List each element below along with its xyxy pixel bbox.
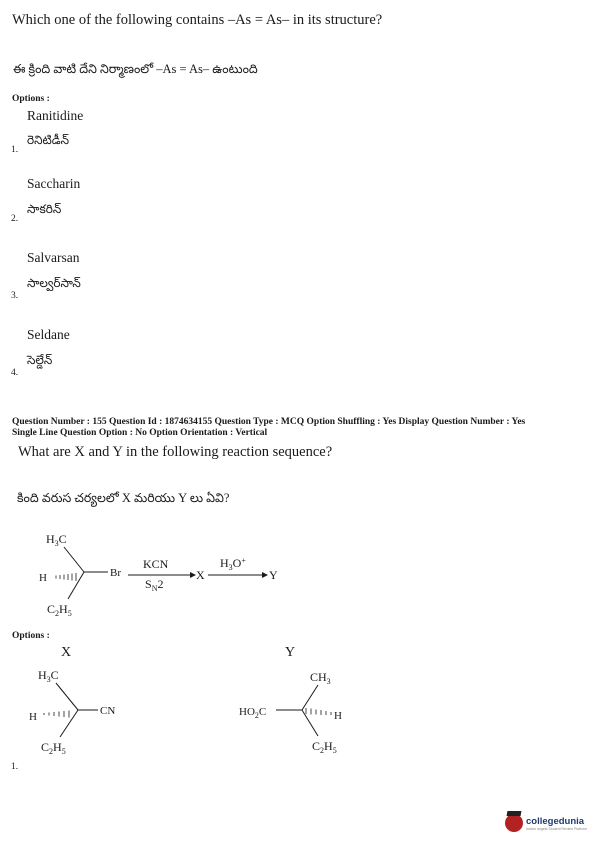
x-top-group: $H_3C$ [38,668,59,684]
option-1-number: 1. [11,145,19,155]
reactant-top-group: $H_3C$ [46,532,67,548]
reagent-2-top: $H_3O^+$ [220,556,246,572]
option-2-1-number: 1. [11,762,19,772]
x-bottom-group: $C_2H_5$ [41,740,66,756]
y-bottom-group: $C_2H_5$ [312,739,337,755]
x-top-bond [56,683,78,710]
y-top-bond [302,685,318,710]
reactant-bottom-group: $C_2H_5$ [47,602,72,618]
graduate-cap-icon [505,814,523,832]
option-1-english: Ranitidine [27,108,84,123]
question-2-english: What are X and Y in the following reaction sequence? [18,444,333,460]
y-hashed-bond [306,708,331,715]
question-1-english: Which one of the following contains –As = As– in its structure? [12,12,383,28]
option-4-telugu: సెల్డేన్ [27,353,53,367]
reactant-top-bond [64,547,84,572]
product-y: Y [269,568,278,582]
y-right-group: H [334,710,342,722]
option-1-telugu: రెనిటిడీన్ [27,133,70,147]
option-3-telugu: సాల్వర్‌సాన్ [27,276,81,290]
logo-tagline: India's largest Student Review Platform [526,826,587,831]
logo-name: collegedunia [526,815,585,827]
option-1-y-structure [230,664,370,764]
option-x-header: X [61,645,72,660]
option-2-english: Saccharin [27,176,81,191]
reactant-hashed-bond [52,573,76,581]
option-2-telugu: సాకరిన్ [27,202,62,216]
options-heading-2: Options : [12,631,50,641]
leaving-group: Br [110,567,121,579]
question-meta-line-1: Question Number : 155 Question Id : 1874634155 Question Type : MCQ Option Shuffling : Yes Display Question Number : Yes [12,417,526,427]
reaction-scheme [0,528,320,623]
reagent-1-top: KCN [143,557,169,571]
reactant-left-group: H [39,572,47,584]
question-meta-line-2: Single Line Question Option : No Option Orientation : Vertical [12,428,268,438]
x-right-group: CN [100,705,116,717]
option-3-number: 3. [11,291,19,301]
question-1-telugu: ఈ క్రింది వాటి దేని నిర్మాణంలో –As = As– ఉంటుంది [13,62,258,76]
x-hashed-bond [44,711,69,718]
option-2-number: 2. [11,214,19,224]
option-4-number: 4. [11,368,19,378]
intermediate-x: X [196,568,205,582]
option-y-header: Y [285,645,296,660]
collegedunia-logo [505,814,587,832]
question-2-telugu: కింది వరుస చర్యలలో X మరియు Y లు ఏవి? [17,491,230,505]
arrow-2-head [262,572,268,578]
option-3-english: Salvarsan [27,250,80,265]
option-4-english: Seldane [27,327,70,342]
y-left-group: $HO_2C$ [239,706,267,720]
x-left-group: H [29,711,37,723]
options-heading-1: Options : [12,94,50,104]
option-1-x-structure [20,662,160,762]
y-top-group: $CH_3$ [310,670,331,686]
reagent-1-bottom: $S_N2$ [145,577,164,593]
